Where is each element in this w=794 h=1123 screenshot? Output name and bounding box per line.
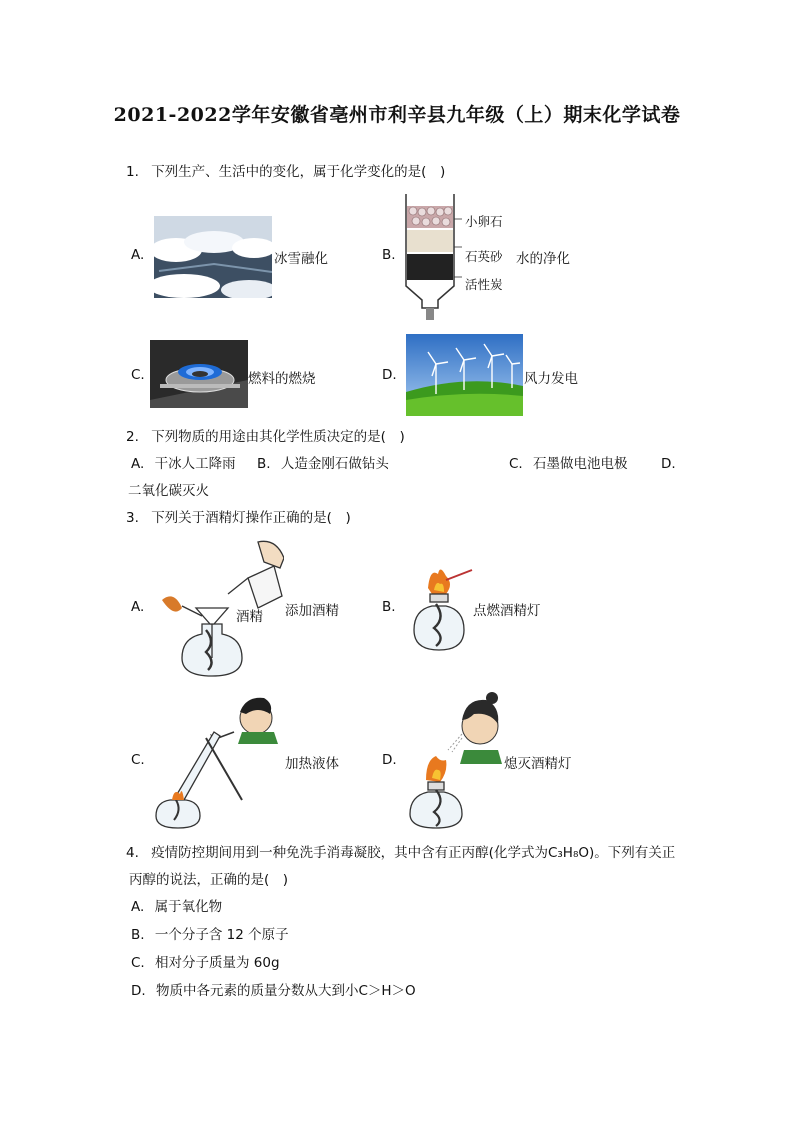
option-text-b: 人造金刚石做钻头 xyxy=(280,456,389,472)
option-text-c: 燃料的燃烧 xyxy=(248,371,316,387)
question-number: 4. xyxy=(126,845,139,861)
heating-liquid-diagram xyxy=(146,692,282,832)
question-4 xyxy=(126,843,675,863)
q2-option-d-text: 二氧化碳灭火 xyxy=(128,483,209,499)
question-stem-line-2: 丙醇的说法，正确的是( ) xyxy=(129,872,289,888)
option-text-d: 熄灭酒精灯 xyxy=(504,756,572,772)
question-number: 1. xyxy=(126,164,139,180)
option-text-c: 加热液体 xyxy=(285,756,339,772)
option-text-d: 风力发电 xyxy=(524,371,578,387)
q4-option-c[interactable] xyxy=(131,953,280,973)
filter-label-quartz-sand: 石英砂 xyxy=(465,249,503,264)
option-text-a: 干冰人工降雨 xyxy=(154,456,236,472)
q4-option-a[interactable] xyxy=(131,897,222,917)
q2-option-a[interactable] xyxy=(131,454,236,474)
option-letter-b[interactable]: B. xyxy=(382,599,396,615)
alcohol-label: 酒精 xyxy=(236,609,263,625)
option-letter-c[interactable]: C. xyxy=(131,367,145,383)
option-letter-a[interactable]: A. xyxy=(131,247,145,263)
question-number: 2. xyxy=(126,429,139,445)
option-text-b: 水的净化 xyxy=(516,251,570,267)
question-stem-line-1: 疫情防控期间用到一种免洗手消毒凝胶，其中含有正丙醇(化学式为C₃H₈O)。下列有关正 xyxy=(151,845,676,861)
adding-alcohol-diagram xyxy=(152,538,284,680)
wind-turbines-photo xyxy=(406,334,523,416)
question-stem: 下列物质的用途由其化学性质决定的是( ) xyxy=(151,429,405,445)
q4-option-d[interactable] xyxy=(131,981,416,1001)
option-text-c: 石墨做电池电极 xyxy=(533,456,628,472)
option-letter-c: C. xyxy=(509,456,523,472)
filter-label-pebbles: 小卵石 xyxy=(465,214,503,229)
question-stem: 下列生产、生活中的变化，属于化学变化的是( ) xyxy=(151,164,446,180)
snow-melting-photo xyxy=(154,216,272,298)
q2-option-c[interactable] xyxy=(509,454,628,474)
option-text-b: 一个分子含 12 个原子 xyxy=(154,927,289,943)
q2-option-d-letter[interactable]: D. xyxy=(661,456,676,472)
question-1 xyxy=(126,162,445,182)
option-letter-c[interactable]: C. xyxy=(131,752,145,768)
option-text-a: 属于氧化物 xyxy=(154,899,223,915)
question-3 xyxy=(126,508,351,528)
water-filter-diagram xyxy=(398,192,462,324)
question-2 xyxy=(126,427,405,447)
option-letter-a[interactable]: A. xyxy=(131,599,145,615)
blowing-out-lamp-diagram xyxy=(404,690,504,830)
page-title: 2021-2022学年安徽省亳州市利辛县九年级（上）期末化学试卷 xyxy=(113,104,681,126)
filter-label-activated-carbon: 活性炭 xyxy=(465,277,503,292)
lighting-lamp-diagram xyxy=(402,564,474,654)
option-letter-d: D. xyxy=(131,983,146,999)
option-text-a: 冰雪融化 xyxy=(274,251,328,267)
option-text-d: 物质中各元素的质量分数从大到小C＞H＞O xyxy=(155,983,416,999)
option-letter-c: C. xyxy=(131,955,145,971)
option-text-a: 添加酒精 xyxy=(285,603,339,619)
option-letter-d[interactable]: D. xyxy=(382,752,397,768)
q4-option-b[interactable] xyxy=(131,925,289,945)
option-letter-a: A. xyxy=(131,899,145,915)
gas-stove-flame-photo xyxy=(150,340,248,408)
option-letter-b: B. xyxy=(131,927,145,943)
q2-option-b[interactable] xyxy=(257,454,389,474)
option-letter-a: A. xyxy=(131,456,145,472)
option-letter-d[interactable]: D. xyxy=(382,367,397,383)
option-text-b: 点燃酒精灯 xyxy=(473,603,541,619)
question-stem: 下列关于酒精灯操作正确的是( ) xyxy=(151,510,351,526)
option-letter-b: B. xyxy=(257,456,271,472)
option-text-c: 相对分子质量为 60g xyxy=(155,955,280,971)
question-number: 3. xyxy=(126,510,139,526)
option-letter-b[interactable]: B. xyxy=(382,247,396,263)
